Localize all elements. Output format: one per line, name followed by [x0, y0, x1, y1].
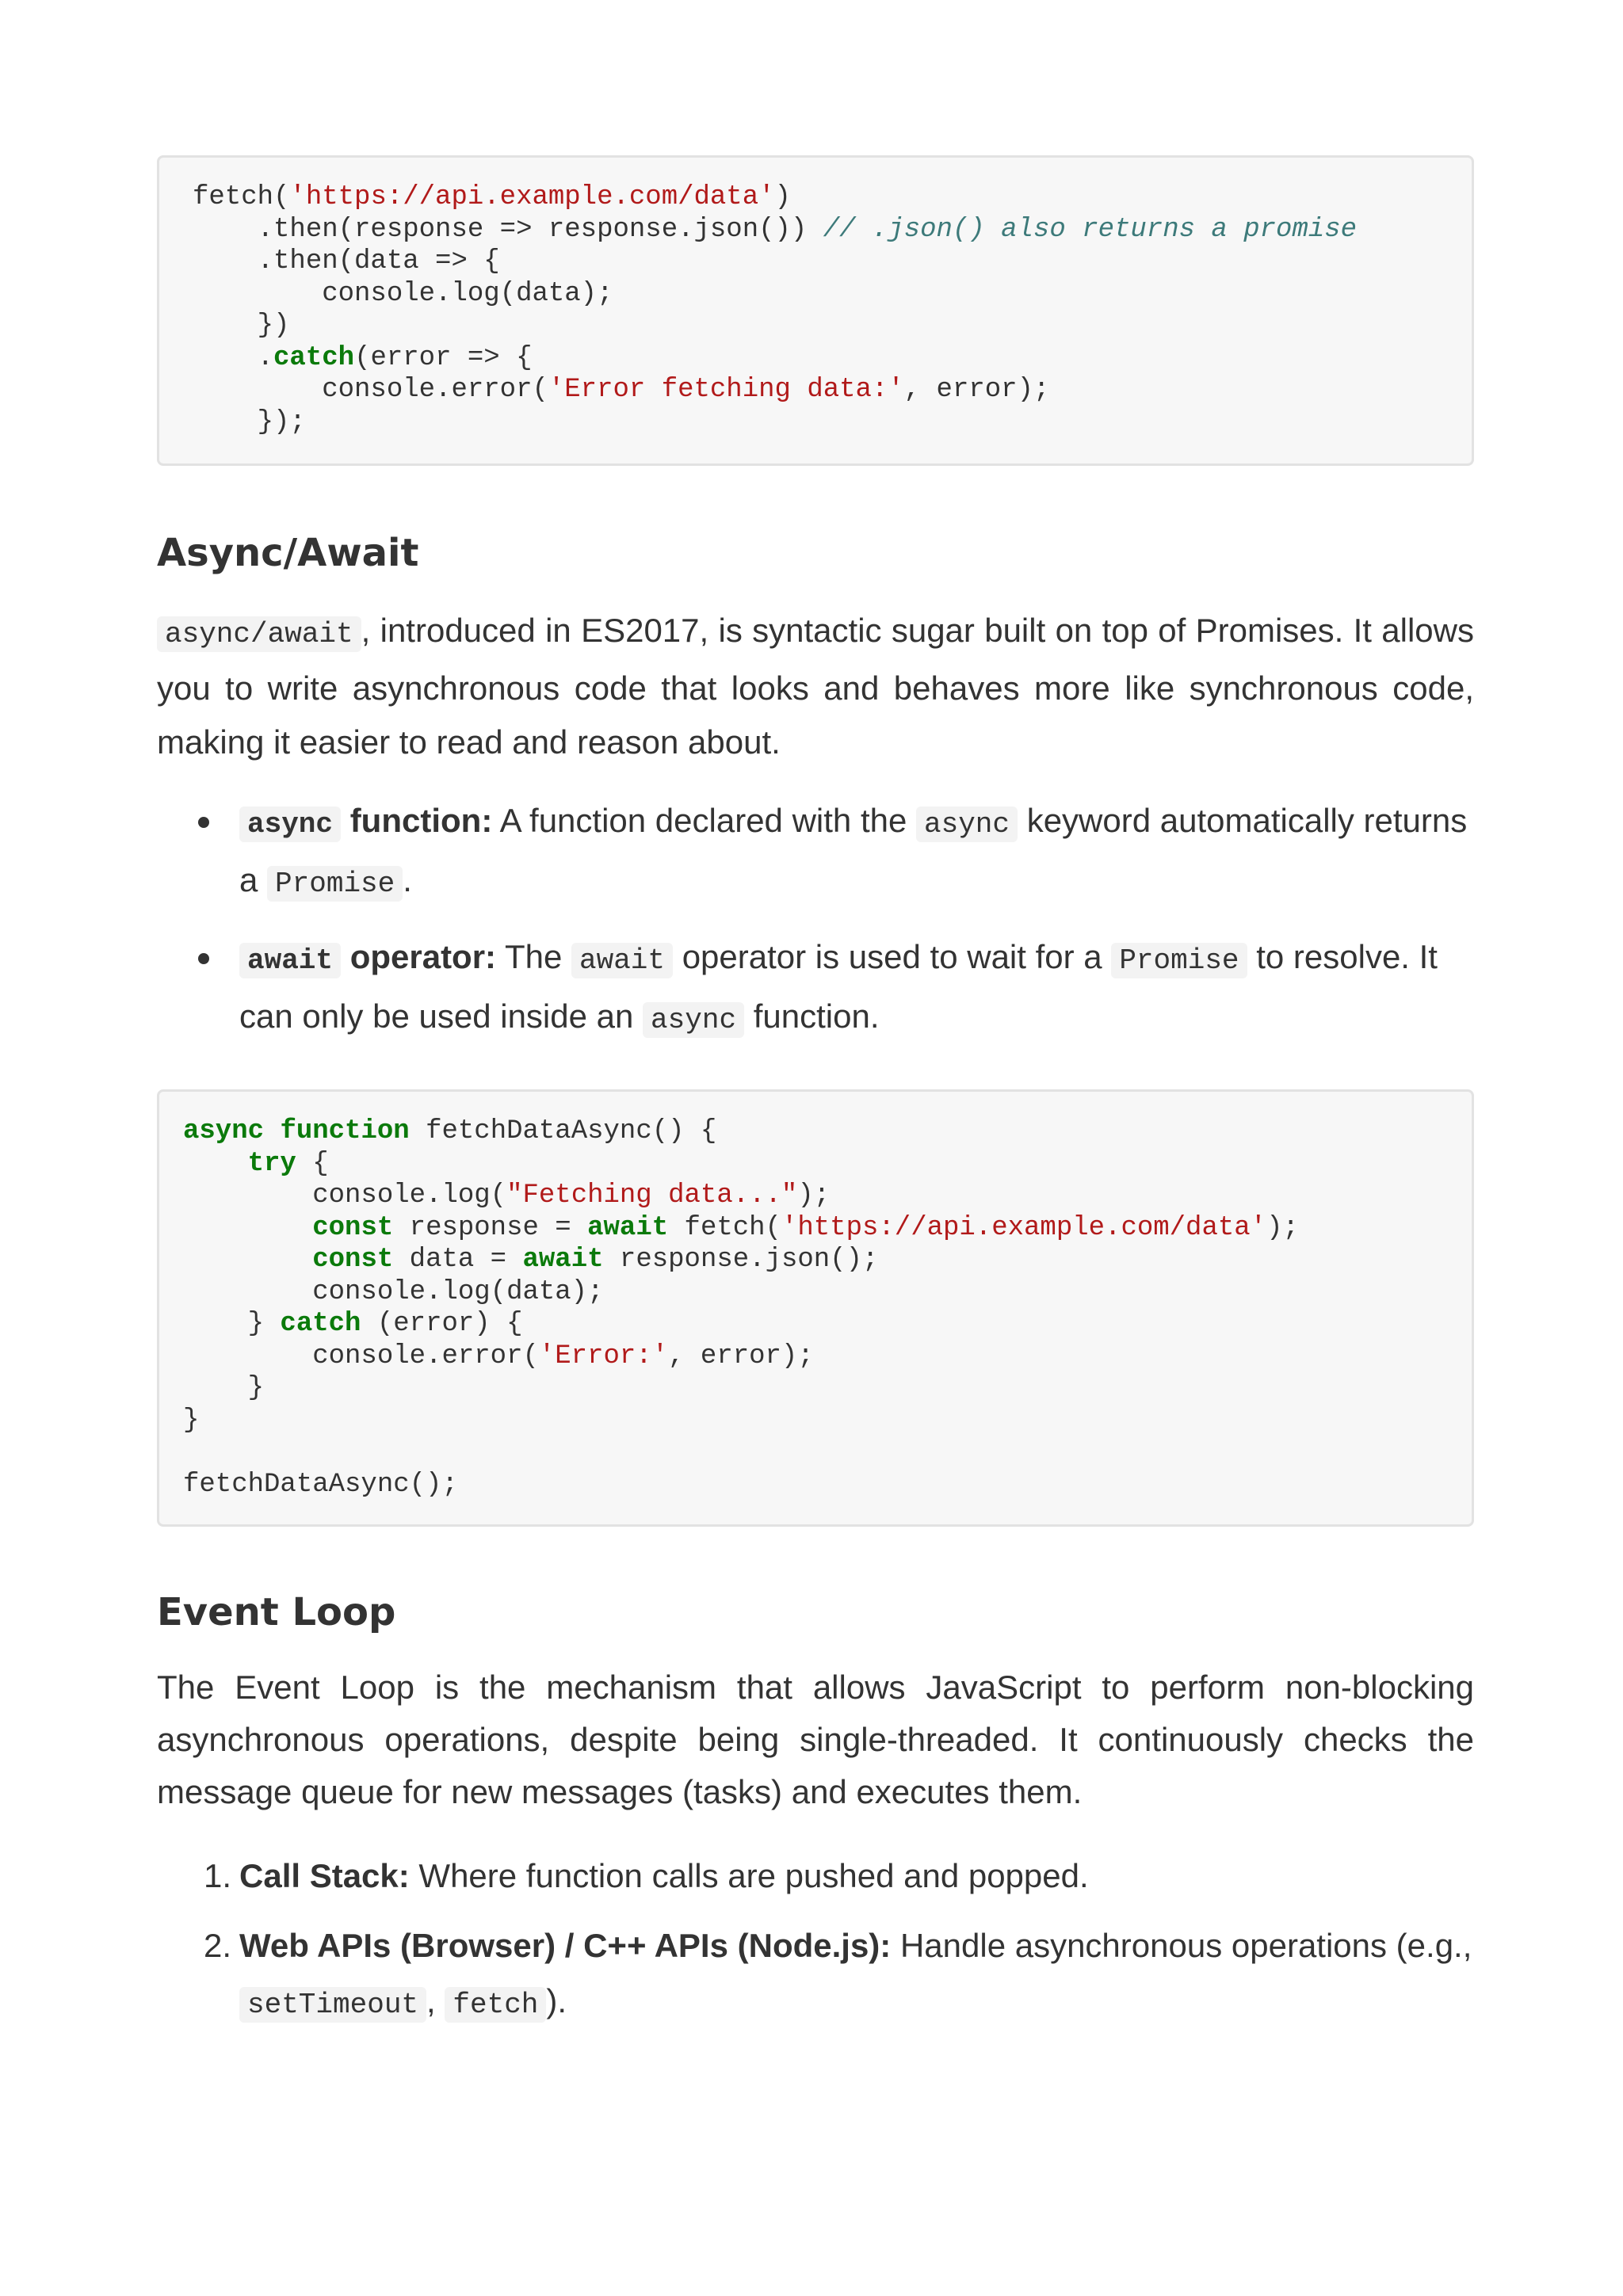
code-token: (error) {	[361, 1309, 523, 1339]
bullet-await-operator	[157, 929, 1474, 1048]
code-line	[183, 1213, 1299, 1243]
code-token: console.error(	[193, 375, 548, 405]
code-token: )	[774, 182, 791, 212]
term-label: operator:	[341, 938, 497, 975]
bullet-text: keyword automatically returns a	[239, 802, 1468, 898]
code-token: , error);	[903, 375, 1050, 405]
code-line	[193, 375, 1049, 405]
code-promise-text	[193, 181, 1443, 438]
code-token: }	[183, 1405, 200, 1436]
inline-code: Promise	[1111, 943, 1247, 978]
code-token: .then(response => response.json())	[193, 214, 823, 245]
code-token: console.log(	[183, 1180, 507, 1211]
inline-code: Promise	[267, 866, 403, 902]
code-line	[183, 1405, 199, 1436]
code-token	[183, 1245, 312, 1275]
bullet-text: to resolve. It can only be used inside an	[239, 938, 1438, 1035]
code-token: (error => {	[354, 342, 533, 373]
term-label: function:	[341, 802, 493, 839]
code-token: fetch(	[193, 182, 290, 212]
bullet-dot-icon	[198, 817, 209, 828]
step-term: Web APIs (Browser) / C++ APIs (Node.js):	[239, 1927, 892, 1964]
heading-event-loop: Event Loop	[157, 1590, 396, 1634]
code-line	[183, 1373, 264, 1403]
code-line	[193, 246, 500, 277]
code-token: .then(data => {	[193, 246, 500, 277]
bullet-text: function.	[744, 997, 880, 1035]
code-token: async	[183, 1116, 265, 1146]
code-token	[183, 1213, 312, 1243]
code-line	[183, 1470, 458, 1500]
code-token: try	[247, 1148, 296, 1179]
code-token: , error);	[668, 1341, 814, 1371]
code-token: "Fetching data..."	[506, 1180, 798, 1211]
code-line	[193, 215, 1357, 245]
code-token: catch	[273, 342, 355, 373]
code-block-async-function	[157, 1089, 1474, 1527]
code-line	[193, 279, 613, 309]
inline-code-await: await	[239, 943, 341, 978]
code-token: fetchDataAsync();	[183, 1469, 458, 1500]
code-line	[183, 1245, 878, 1275]
code-token: );	[797, 1180, 831, 1211]
code-token: // .json() also returns a promise	[823, 214, 1358, 245]
heading-async-await: Async/Await	[157, 531, 419, 575]
bullet-text: .	[403, 861, 412, 898]
event-loop-intro-paragraph: The Event Loop is the mechanism that allows JavaScript to perform non-blocking asynchronous operations, despite being single-threaded. It continuously checks the message queue for new messages (tasks) and executes them.	[157, 1669, 1474, 1810]
code-line	[193, 407, 306, 437]
step-number: 2.	[203, 1927, 231, 1964]
code-line	[183, 1180, 830, 1211]
code-line	[193, 311, 289, 341]
code-token: 'Error fetching data:'	[548, 375, 904, 405]
code-token: catch	[280, 1309, 361, 1339]
code-line	[183, 1341, 814, 1371]
code-token: const	[312, 1212, 394, 1243]
inline-code-settimeout: setTimeout	[239, 1987, 426, 2023]
step-call-stack	[157, 1848, 1474, 1904]
step-text: Handle asynchronous operations (e.g.,	[891, 1927, 1472, 1964]
code-token: await	[587, 1212, 669, 1243]
step-web-apis	[157, 1918, 1474, 2033]
step-text: ,	[426, 1982, 445, 2019]
inline-code: async	[916, 807, 1018, 842]
async-bullet-list	[157, 793, 1474, 1048]
code-token: 'https://api.example.com/data'	[289, 182, 775, 212]
inline-code: await	[571, 943, 673, 978]
document-page	[157, 155, 1474, 2033]
code-async-text	[183, 1116, 1443, 1501]
code-token: response.json();	[603, 1245, 879, 1275]
code-token: fetchDataAsync() {	[409, 1116, 717, 1146]
code-line	[183, 1116, 716, 1146]
code-token: data =	[393, 1245, 523, 1275]
inline-code-async: async	[239, 807, 341, 842]
code-token: console.log(data);	[183, 1276, 604, 1307]
step-term: Call Stack:	[239, 1857, 410, 1894]
code-token: response =	[393, 1212, 588, 1243]
code-line	[193, 343, 533, 373]
code-token: function	[280, 1116, 410, 1146]
code-token: });	[193, 406, 306, 437]
code-line	[183, 1149, 329, 1179]
bullet-term	[239, 938, 496, 975]
code-token: const	[312, 1245, 394, 1275]
code-token: 'https://api.example.com/data'	[781, 1212, 1267, 1243]
code-token: }	[183, 1373, 265, 1403]
code-token: );	[1266, 1212, 1299, 1243]
inline-code-async-await: async/await	[157, 616, 361, 652]
code-token: fetch(	[668, 1212, 781, 1243]
bullet-text: A function declared with the	[492, 802, 916, 839]
async-intro-paragraph	[157, 604, 1474, 769]
async-intro-text: , introduced in ES2017, is syntactic sugar built on top of Promises. It allows you to write asynchronous code that looks and behaves more like synchronous code, making it easier to read and reason about.	[157, 612, 1474, 761]
step-number: 1.	[203, 1857, 231, 1894]
bullet-term	[239, 802, 492, 839]
code-token	[183, 1149, 248, 1179]
code-token: console.log(data);	[193, 278, 613, 309]
code-line	[183, 1309, 523, 1339]
inline-code: async	[643, 1002, 744, 1038]
code-token: })	[193, 311, 290, 341]
bullet-async-function	[157, 793, 1474, 912]
code-token	[264, 1116, 280, 1146]
bullet-text: The	[496, 938, 571, 975]
bullet-text: operator is used to wait for a	[673, 938, 1112, 975]
code-token: {	[296, 1148, 329, 1179]
code-token: }	[183, 1309, 281, 1339]
step-text: Where function calls are pushed and popped.	[409, 1857, 1089, 1894]
code-line	[193, 182, 791, 212]
inline-code-fetch: fetch	[445, 1987, 546, 2023]
code-block-promise-chain	[157, 155, 1474, 466]
step-text: ).	[546, 1982, 567, 2019]
event-loop-steps-list	[157, 1848, 1474, 2033]
code-token: 'Error:'	[538, 1341, 669, 1371]
code-line	[183, 1277, 604, 1307]
code-token: console.error(	[183, 1341, 539, 1371]
bullet-dot-icon	[198, 953, 209, 964]
code-token: .	[193, 342, 274, 373]
code-token: await	[522, 1245, 604, 1275]
